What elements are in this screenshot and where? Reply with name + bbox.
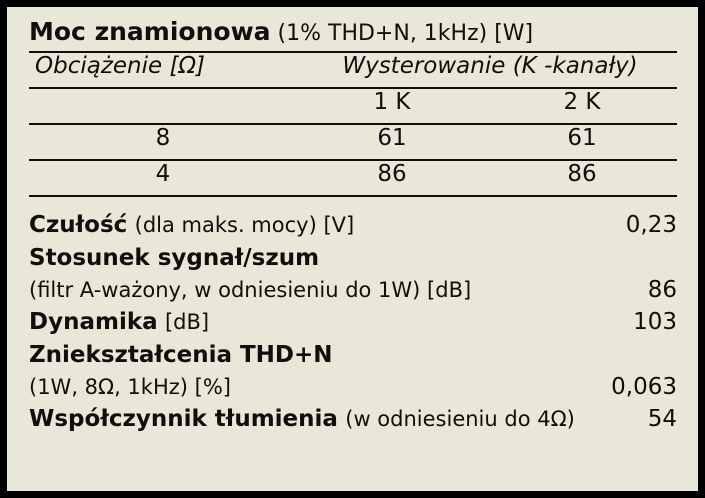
spec-row-dynamics <box>29 306 679 339</box>
spec-label-detail: (filtr A-ważony, w odniesieniu do 1W) [dB] <box>29 278 472 302</box>
spec-label-detail: (w odniesieniu do 4Ω) <box>345 407 575 431</box>
table-header-load: Obciążenie [Ω] <box>35 53 206 79</box>
table-header-channel-1: 1 K <box>373 89 411 115</box>
spec-label-detail: (1W, 8Ω, 1kHz) [%] <box>29 375 231 399</box>
spec-row-damping-factor <box>29 403 679 436</box>
spec-label-bold: Czułość <box>29 212 128 238</box>
table-header-row-1 <box>29 53 677 89</box>
spec-value: 0,23 <box>625 212 677 238</box>
table-row <box>29 161 677 197</box>
cell-k1: 61 <box>377 125 407 151</box>
spec-sheet-content <box>29 17 679 436</box>
cell-load: 4 <box>155 161 171 187</box>
power-rating-table <box>29 51 677 197</box>
spec-row-sensitivity <box>29 209 679 242</box>
spec-list <box>29 209 679 436</box>
spec-label <box>29 339 333 372</box>
spec-label <box>29 209 354 242</box>
spec-sheet <box>7 7 698 491</box>
spec-label-bold: Zniekształcenia THD+N <box>29 342 333 368</box>
spec-row-snr-detail <box>29 275 679 306</box>
spec-label-bold: Współczynnik tłumienia <box>29 406 338 432</box>
table-header-drive: Wysterowanie (K -kanały) <box>342 53 638 79</box>
table-header-row-2 <box>29 89 677 125</box>
spec-value: 86 <box>647 277 677 303</box>
spec-label-detail: [dB] <box>164 310 210 334</box>
spec-label <box>29 372 231 403</box>
spec-value: 103 <box>633 309 677 335</box>
spec-label-bold: Stosunek sygnał/szum <box>29 245 320 271</box>
cell-k2: 61 <box>567 125 597 151</box>
cell-load: 8 <box>155 125 171 151</box>
spec-row-thd-title <box>29 339 679 372</box>
table-header-channel-2: 2 K <box>563 89 601 115</box>
cell-k1: 86 <box>377 161 407 187</box>
spec-label <box>29 403 575 436</box>
page-title-detail: (1% THD+N, 1kHz) [W] <box>277 21 534 46</box>
spec-label-detail: (dla maks. mocy) [V] <box>134 213 355 237</box>
spec-label <box>29 242 319 275</box>
spec-label <box>29 275 471 306</box>
spec-label <box>29 306 209 339</box>
page-title-bold: Moc znamionowa <box>29 17 271 46</box>
spec-value: 0,063 <box>611 374 677 400</box>
spec-label-bold: Dynamika <box>29 309 158 335</box>
spec-row-thd-detail <box>29 372 679 403</box>
spec-row-snr-title <box>29 242 679 275</box>
table-row <box>29 125 677 161</box>
page-title <box>29 17 679 49</box>
cell-k2: 86 <box>567 161 597 187</box>
spec-value: 54 <box>647 406 677 432</box>
